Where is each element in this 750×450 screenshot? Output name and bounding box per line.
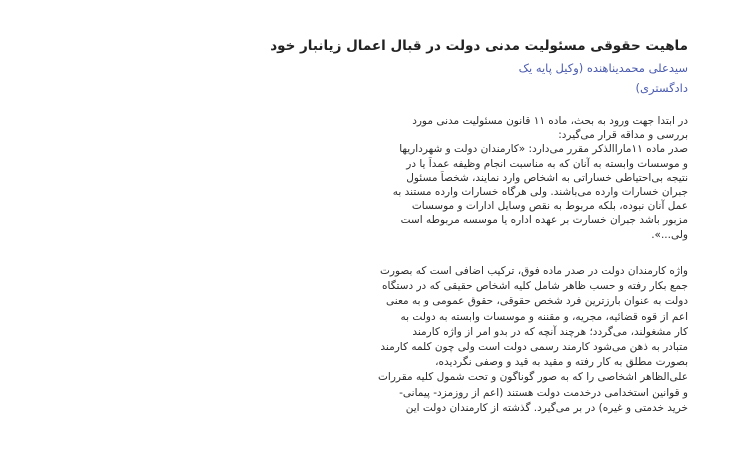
text-line: خرید خدمتی و غیره) در بر می‌گیرد. گذشته از کارمندان دولت این — [405, 401, 688, 414]
text-line: دولت به عنوان بارزترین فرد شخص حقوقی، حقوق عمومی و به معنی — [386, 295, 688, 308]
text-line: صدر ماده ۱۱ماراالذکر مقرر می‌دارد: «کارمندان دولت و شهرداریها — [399, 143, 688, 156]
document-title: ماهیت حقوقی مسئولیت مدنی دولت در قبال اعمال زیانبار خود — [270, 38, 688, 54]
text-line: ولی...». — [651, 228, 688, 241]
author-info — [288, 58, 688, 98]
text-line: و موسسات وابسته به آنان که به مناسبت انجام وظیفه عمداً یا در — [406, 157, 688, 170]
paragraph-2 — [68, 264, 688, 416]
author-line: سیدعلی محمدیناهنده (وکیل پایه یک — [518, 61, 688, 75]
text-line: بررسی و مداقه قرار می‌گیرد: — [558, 129, 688, 142]
text-line: متبادر به ذهن می‌شود کارمند رسمی دولت است ولی چون کلمه کارمند — [380, 341, 688, 354]
text-line: جبران خسارات وارده می‌باشند. ولی هرگاه خسارات وارده مستند به — [392, 186, 688, 199]
text-line: و قوانین استخدامی درخدمت دولت هستند (اعم از روزمزد- پیمانی- — [399, 386, 688, 399]
text-line: علی‌الظاهر اشخاصی را که به صور گوناگون و تحت شمول کلیه مقررات — [378, 371, 688, 384]
paragraph-1 — [68, 114, 688, 242]
text-line: مزبور باشد جبران خسارت بر عهده اداره یا موسسه مربوطه است — [400, 214, 688, 227]
text-line: جمع بکار رفته و حسب ظاهر شامل کلیه اشخاص حقیقی که در دستگاه — [382, 280, 688, 293]
text-line: در ابتدا جهت ورود به بحث، ماده ۱۱ قانون مسئولیت مدنی مورد — [412, 115, 688, 127]
text-line: بصورت مطلق به کار رفته و مقید به قید و وصفی نگردیده، — [435, 356, 688, 369]
text-line: نتیجه بی‌احتیاطی خساراتی به اشخاص وارد نمایند، شخصاً مسئول — [406, 171, 688, 184]
author-line: دادگستری) — [635, 81, 688, 95]
text-line: کار مشغولند، می‌گردد؛ هرچند آنچه که در بدو امر از واژه کارمند — [412, 325, 688, 338]
text-line: اعم از قوه قضائیه، مجریه، و مقننه و موسسات وابسته به دولت به — [400, 310, 688, 323]
text-line: عمل آنان نبوده، بلکه مربوط به نقص وسایل ادارات و موسسات — [411, 200, 688, 213]
text-line: واژه کارمندان دولت در صدر ماده فوق، ترکیب اضافی است که بصورت — [379, 265, 688, 277]
